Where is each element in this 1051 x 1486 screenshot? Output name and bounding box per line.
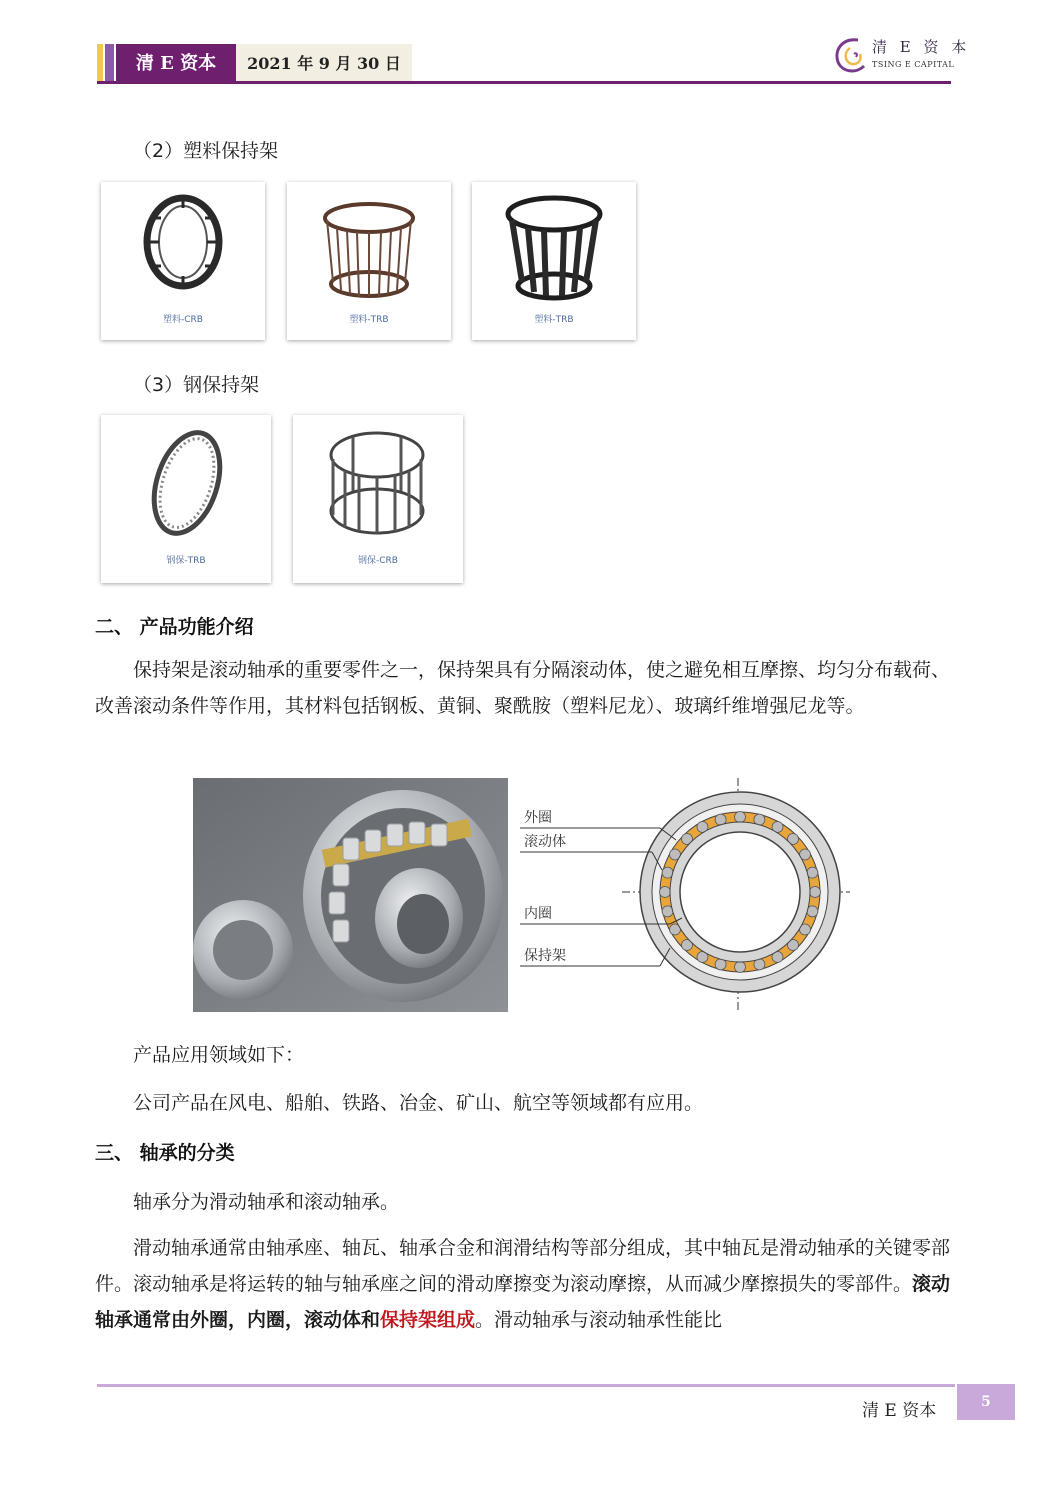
roller bbox=[810, 887, 821, 898]
label-cage: 保持架 bbox=[524, 948, 566, 964]
product-function-paragraph: 保持架是滚动轴承的重要零件之一，保持架具有分隔滚动体，使之避免相互摩擦、均匀分布载荷、改善滚动条件等作用，其材料包括钢板、黄铜、聚酰胺（塑料尼龙）、玻璃纤维增强尼龙等。 bbox=[95, 659, 951, 717]
plastic-trb-black-card bbox=[472, 182, 636, 340]
label-outer-ring: 外圈 bbox=[524, 810, 552, 826]
logo-english-text: TSING E CAPITAL bbox=[872, 60, 955, 69]
header-date: 2021 年 9 月 30 日 bbox=[236, 44, 412, 84]
card-caption: 钢保-TRB bbox=[166, 556, 206, 566]
roller bbox=[660, 887, 671, 898]
page-number: 5 bbox=[957, 1384, 1015, 1420]
roller bbox=[735, 962, 746, 973]
roller bbox=[735, 812, 746, 823]
card-caption: 塑料-TRB bbox=[349, 315, 389, 325]
bearing-photo bbox=[193, 778, 508, 1012]
section-heading-product-function: 二、 产品功能介绍 bbox=[95, 616, 254, 638]
classification-paragraph: 滑动轴承通常由轴承座、轴瓦、轴承合金和润滑结构等部分组成，其中轴瓦是滑动轴承的关键零部件。滚动轴承是将运转的轴与轴承座之间的滑动摩擦变为滚动摩擦，从而减少摩擦损失的零部件。滚动轴承通常由外圈，内圈，滚动体和保持架组成。滑动轴承与滚动轴承性能比 bbox=[95, 1237, 951, 1331]
header-brand: 清 E 资本 bbox=[116, 44, 236, 84]
bearing-structure-diagram bbox=[510, 778, 850, 1012]
section-heading-bearing-classification: 三、 轴承的分类 bbox=[95, 1142, 235, 1164]
application-intro: 产品应用领域如下： bbox=[133, 1044, 305, 1066]
label-inner-ring: 内圈 bbox=[524, 906, 552, 922]
footer-rule bbox=[97, 1384, 955, 1387]
logo-chinese-text: 清 E 资 本 bbox=[872, 38, 971, 56]
steel-trb-card bbox=[101, 415, 271, 583]
card-caption: 塑料-TRB bbox=[534, 315, 574, 325]
label-rolling-element: 滚动体 bbox=[524, 834, 566, 850]
card-caption: 钢保-CRB bbox=[358, 556, 398, 566]
plastic-trb-card bbox=[287, 182, 451, 340]
header-accent-yellow bbox=[97, 44, 103, 84]
classification-intro: 轴承分为滑动轴承和滚动轴承。 bbox=[133, 1191, 400, 1213]
application-text: 公司产品在风电、船舶、铁路、冶金、矿山、航空等领域都有应用。 bbox=[133, 1092, 704, 1114]
header-rule bbox=[97, 81, 951, 84]
header-accent-purple bbox=[105, 44, 114, 84]
footer-brand: 清 E 资本 bbox=[862, 1401, 937, 1421]
steel-cage-title: （3）钢保持架 bbox=[133, 374, 260, 396]
steel-crb-card bbox=[293, 415, 463, 583]
plastic-crb-card bbox=[101, 182, 265, 340]
card-caption: 塑料-CRB bbox=[163, 315, 203, 325]
plastic-cage-title: （2）塑料保持架 bbox=[133, 140, 279, 162]
